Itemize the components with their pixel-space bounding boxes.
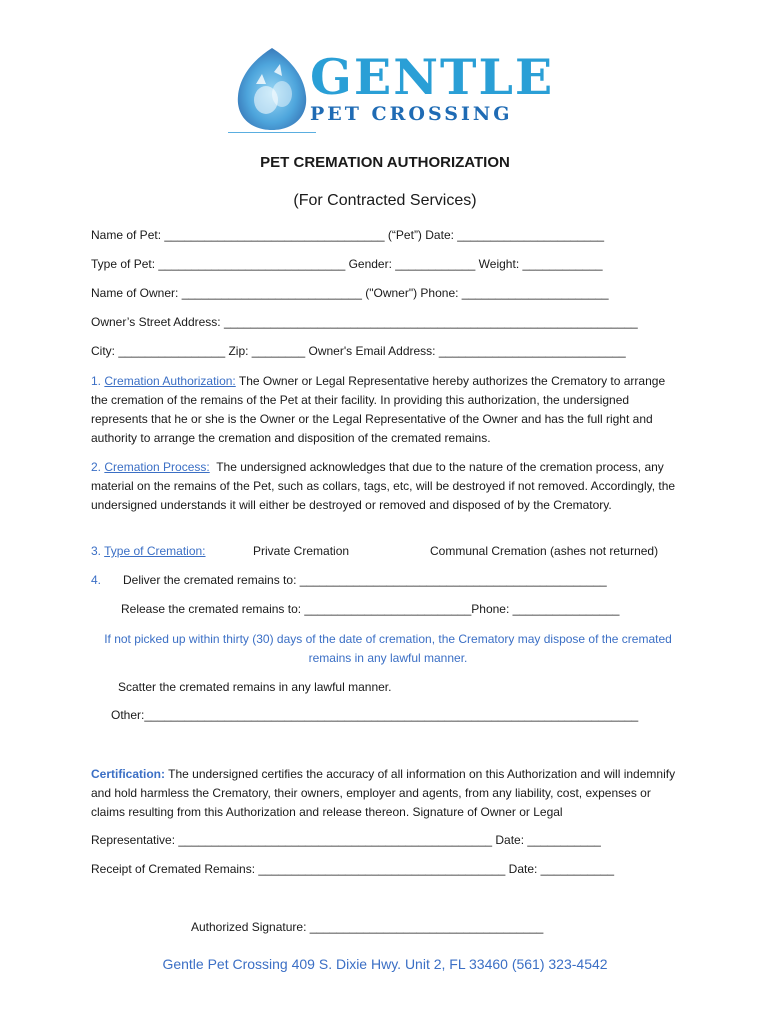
section-heading: Cremation Authorization: — [104, 374, 236, 388]
section-cremation-process — [91, 458, 685, 515]
certification-heading: Certification: — [91, 767, 166, 781]
other-field[interactable]: Other:__________________________________________________________________________ — [111, 708, 639, 722]
footer-contact: Gentle Pet Crossing 409 S. Dixie Hwy. Unit 2, FL 33460 (561) 323-4542 — [162, 956, 608, 972]
communal-cremation-option[interactable]: Communal Cremation (ashes not returned) — [430, 544, 659, 558]
private-cremation-option[interactable]: Private Cremation — [253, 544, 350, 558]
section-number: 3. — [91, 544, 102, 558]
section-number: 1. — [91, 374, 102, 388]
owner-name-field[interactable]: Name of Owner: ___________________________ ("Owner") Phone: ______________________ — [91, 286, 609, 300]
pet-name-field[interactable]: Name of Pet: _________________________________ (“Pet”) Date: ______________________ — [91, 228, 605, 242]
release-remains-field[interactable]: Release the cremated remains to: _________________________Phone: ________________ — [121, 602, 620, 616]
city-zip-email-field[interactable]: City: ________________ Zip: ________ Owner's Email Address: ____________________________ — [91, 344, 626, 358]
section-heading: Type of Cremation: — [104, 544, 206, 558]
logo-mark — [222, 44, 322, 136]
scatter-remains-option[interactable]: Scatter the cremated remains in any lawful manner. — [118, 680, 392, 694]
pickup-notice: If not picked up within thirty (30) days of the date of cremation, the Crematory may dispose of the cremated remains in any lawful manner. — [104, 632, 672, 665]
representative-signature-field[interactable]: Representative: _______________________________________________ Date: ___________ — [91, 833, 601, 847]
certification-section — [91, 765, 685, 822]
logo-tagline: PET CROSSING — [310, 103, 513, 125]
section-number: 2. — [91, 460, 102, 474]
page-title: PET CREMATION AUTHORIZATION — [260, 154, 510, 171]
authorized-signature-field[interactable]: Authorized Signature: ___________________________________ — [191, 920, 544, 934]
section-heading: Cremation Process: — [104, 460, 210, 474]
section-text: The Owner or Legal Representative hereby authorizes the Crematory to arrange the cremation of the remains of the Pet at their facility. In providing this authorization, the undersigned represents that he or she is the Owner or the Legal Representative of the Owner and has the full right and authority to arrange the cremation and disposition of the cremated remains. — [91, 374, 666, 445]
deliver-remains-field[interactable]: Deliver the cremated remains to: ______________________________________________ — [123, 573, 607, 587]
logo-wordmark: GENTLE — [310, 48, 555, 106]
section-type-of-cremation — [91, 544, 206, 558]
receipt-signature-field[interactable]: Receipt of Cremated Remains: _____________________________________ Date: ___________ — [91, 862, 615, 876]
section-cremation-authorization — [91, 372, 685, 448]
certification-text: The undersigned certifies the accuracy of all information on this Authorization and will indemnify and hold harmless the Crematory, their owners, employer and agents, from any liability, cost, expenses or claims resulting from this Authorization and release thereon. Signature of Owner or Legal — [91, 767, 676, 819]
page-subtitle: (For Contracted Services) — [293, 192, 477, 209]
pet-type-field[interactable]: Type of Pet: ____________________________ Gender: ____________ Weight: ____________ — [91, 257, 603, 271]
street-address-field[interactable]: Owner’s Street Address: ______________________________________________________________ — [91, 315, 638, 329]
section-number: 4. — [91, 573, 102, 587]
section-text: The undersigned acknowledges that due to the nature of the cremation process, any material on the remains of the Pet, such as collars, tags, etc, will be destroyed if not removed. Accordingly, the undersigned understands it will either be destroyed or removed and disposed of by the Crematory. — [91, 460, 676, 512]
logo-underline — [228, 132, 316, 133]
